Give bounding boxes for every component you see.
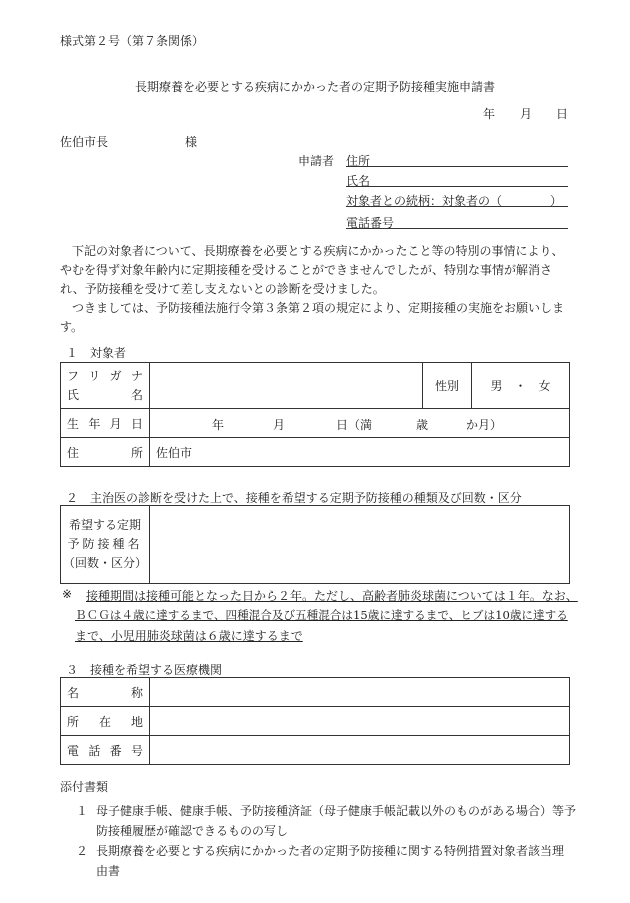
body-paragraph-1: 下記の対象者について、長期療養を必要とする疾病にかかったこと等の特別の事情により、やむを得ず対象年齢内に定期接種を受けることができませんでしたが、特別な事情が解消され、予防接種を受けて差し支えないとの診断を受けました。 (60, 244, 564, 296)
attachment-1-line2: 防接種履歴が確認できるものの写し (96, 824, 289, 838)
furigana-label: フ リ ガ ナ (67, 368, 143, 383)
institution-location-input[interactable] (150, 707, 570, 736)
applicant-relation-label: 対象者との続柄：対象者の（ ） (346, 194, 563, 208)
institution-name-label: 名 称 (67, 685, 143, 700)
note-line-1: 接種期間は接種可能となった日から２年。ただし、高齢者肺炎球菌については１年。なお、 (86, 589, 578, 603)
furigana-name-label-cell (61, 363, 150, 409)
attachments-heading: 添付書類 (60, 780, 109, 794)
institution-table (60, 677, 570, 765)
birthdate-label: 生 年 月 日 (67, 416, 143, 431)
institution-phone-input[interactable] (150, 736, 570, 765)
addressee-honorific: 様 (185, 135, 198, 149)
institution-name-label-cell (61, 678, 150, 707)
date-day: 日 (556, 107, 569, 121)
institution-location-label-cell (61, 707, 150, 736)
date-month: 月 (520, 107, 533, 121)
date-year: 年 (483, 107, 496, 121)
birth-day: 日（満 (336, 418, 373, 432)
applicant-phone-line[interactable] (346, 228, 568, 229)
subject-table (60, 362, 570, 467)
address-value: 佐伯市 (156, 445, 193, 460)
address-label: 住 所 (67, 445, 143, 460)
gender-options[interactable]: 男 ・ 女 (472, 363, 570, 409)
section2-heading: ２ 主治医の診断を受けた上で、接種を希望する定期予防接種の種類及び回数・区分 (66, 491, 522, 505)
section1-heading: １ 対象者 (66, 346, 127, 360)
applicant-name-line[interactable] (346, 186, 568, 187)
applicant-relation-line[interactable] (346, 206, 568, 207)
address-label-cell (61, 438, 150, 467)
furigana-name-input[interactable] (150, 363, 423, 409)
institution-location-label: 所 在 地 (67, 714, 143, 729)
attachment-2-number: ２ (76, 844, 89, 858)
name-label: 氏 名 (67, 387, 143, 402)
institution-phone-label: 電 話 番 号 (67, 743, 143, 758)
note-line-3: まで、小児用肺炎球菌は６歳に達するまで (75, 629, 303, 643)
addressee-name: 佐伯市長 (60, 135, 109, 149)
address-input[interactable] (150, 438, 570, 467)
applicant-address-line[interactable] (346, 166, 568, 167)
birthdate-input[interactable] (150, 409, 570, 438)
form-title: 長期療養を必要とする疾病にかかった者の定期予防接種実施申請書 (134, 80, 495, 94)
attachment-2-line2: 由書 (96, 864, 121, 878)
form-number: 様式第２号（第７条関係） (60, 34, 205, 48)
vaccine-input[interactable] (150, 506, 570, 584)
birth-year: 年 (212, 418, 225, 432)
vaccine-label-line2: 予防接種名 (67, 537, 143, 551)
vaccine-label-line3: （回数・区分） (63, 556, 148, 570)
birth-month: 月 (273, 418, 286, 432)
attachment-1-line1: 母子健康手帳、健康手帳、予防接種済証（母子健康手帳記載以外のものがある場合）等予 (96, 804, 577, 818)
vaccine-table (60, 505, 570, 584)
institution-name-input[interactable] (150, 678, 570, 707)
note-line-2: ＢＣＧは４歳に達するまで、四種混合及び五種混合は15歳に達するまで、ヒブは10歳に達する (75, 608, 568, 622)
age-months: か月） (466, 418, 503, 432)
note-mark: ※ (62, 587, 73, 601)
vaccine-label-cell (61, 506, 150, 584)
birthdate-label-cell (61, 409, 150, 438)
attachment-2-line1: 長期療養を必要とする疾病にかかった者の定期予防接種に関する特例措置対象者該当理 (96, 844, 565, 858)
applicant-address-label: 住所 (346, 154, 371, 168)
applicant-name-label: 氏名 (346, 174, 371, 188)
applicant-phone-label: 電話番号 (346, 216, 395, 230)
body-paragraph-2: つきましては、予防接種法施行令第３条第２項の規定により、定期接種の実施をお願いします。 (60, 301, 565, 334)
section3-heading: ３ 接種を希望する医療機関 (66, 663, 223, 677)
vaccine-label-line1: 希望する定期 (68, 518, 141, 532)
institution-phone-label-cell (61, 736, 150, 765)
applicant-label: 申請者 (298, 154, 335, 168)
gender-label: 性別 (423, 363, 472, 409)
age-years: 歳 (416, 418, 429, 432)
attachment-1-number: １ (76, 804, 89, 818)
